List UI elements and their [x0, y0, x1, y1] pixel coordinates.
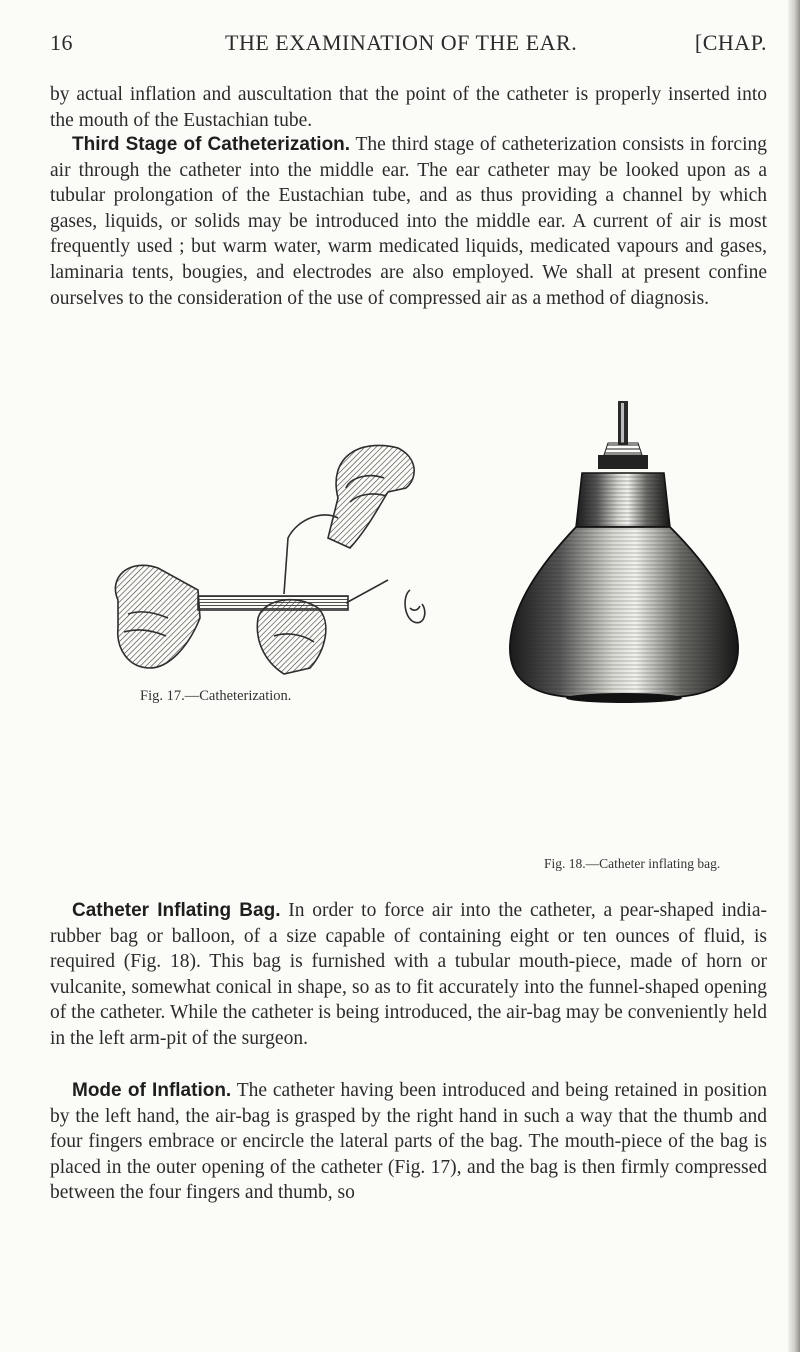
figure-caption-18: Fig. 18.—Catheter inflating bag. [544, 856, 721, 871]
paragraph-inflating-bag [50, 898, 767, 1052]
running-title: THE EXAMINATION OF THE EAR. [225, 30, 578, 55]
paragraph-mode-of-inflation [50, 1078, 767, 1206]
figure-inflating-bag [500, 395, 755, 705]
paragraph-text: by actual inflation and auscultation that the point of the catheter is properly inserted into the mouth of the Eustachian tube. [50, 84, 767, 131]
section-heading-mode-of-inflation: Mode of Inflation. [72, 1080, 232, 1101]
page-edge-shadow [788, 0, 800, 1352]
paragraph-text: The third stage of catheterization consists in forcing air through the catheter into the middle ear. The ear catheter may be looked upon as a tubular prolongation of the Eustachian tube, and as thus providing a channel by which gases, liquids, or solids may be introduced into the middle ear. A current of air is most frequently used ; but warm water, warm medicated liquids, medicated vapours and gases, laminaria tents, bougies, and electrodes are also employed. We shall at present confine ourselves to the consideration of the use of compressed air as a method of diagnosis. [50, 134, 767, 309]
page-number: 16 [50, 30, 73, 55]
paragraph-text: The catheter having been introduced and being retained in position by the left hand, the air-bag is grasped by the right hand in such a way that the thumb and four fingers embrace or encircle the lateral parts of the bag. The mouth-piece of the bag is placed in the outer opening of the catheter (Fig. 17), and the bag is then firmly compressed between the four fingers and thumb, so [50, 1080, 767, 1204]
section-heading-inflating-bag: Catheter Inflating Bag. [72, 900, 281, 921]
running-header [50, 30, 765, 62]
paragraph-third-stage [50, 132, 767, 311]
paragraph-continuation [50, 82, 767, 133]
paragraph-text: In order to force air into the catheter, a pear-shaped india-rubber bag or balloon, of a size capable of containing eight or ten ounces of fluid, is required (Fig. 18). This bag is furnished with a tubular mouth-piece, made of horn or vulcanite, somewhat conical in shape, so as to fit accurately into the funnel-shaped opening of the catheter. While the catheter is being introduced, the air-bag may be conveniently held in the left arm-pit of the surgeon. [50, 900, 767, 1049]
figure-caption-17: Fig. 17.—Catheterization. [140, 688, 292, 704]
section-heading-third-stage: Third Stage of Catheterization. [72, 134, 351, 155]
figure-catheterization [88, 418, 460, 676]
chapter-label: [CHAP. [694, 30, 767, 55]
